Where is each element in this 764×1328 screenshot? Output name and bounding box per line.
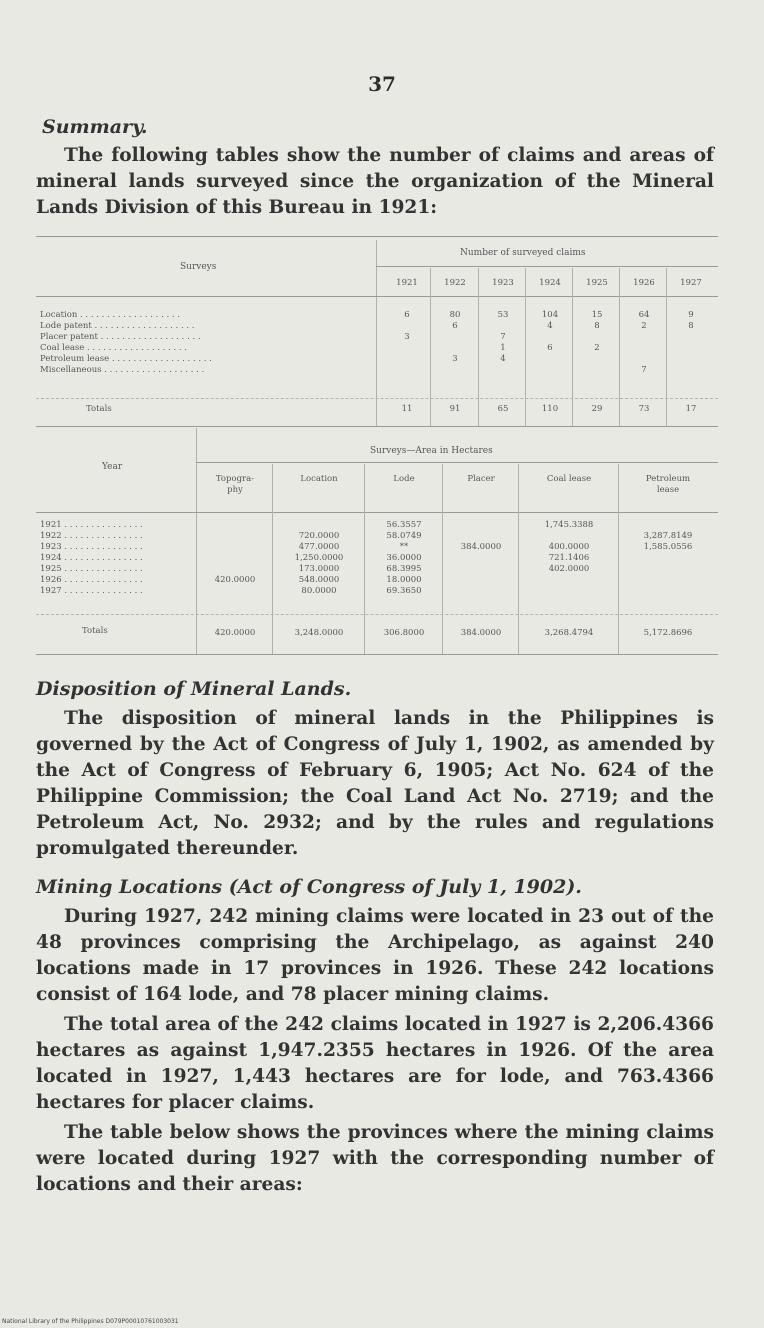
mining-paragraph-1 [36, 904, 714, 1008]
claims-table-year-header: 1922 [444, 278, 466, 288]
claims-table-total: 110 [541, 404, 559, 414]
claims-table-cell: 6 3 [404, 310, 410, 342]
claims-table-cell: 9 8 [688, 310, 694, 331]
area-table-year-header: Year [102, 462, 123, 472]
claims-table-total: 73 [638, 404, 650, 414]
area-table-cell: 1,745.3388 400.0000 721.1406 402.0000 [544, 520, 594, 574]
area-table-cell: 56.3557 58.0749 ** 36.0000 68.3995 18.0000 69.3650 [386, 520, 422, 596]
claims-table-row-label: Location . . . . . . . . . . . . . . . . . . . [40, 310, 180, 320]
column-divider [478, 268, 479, 426]
area-table-total: 384.0000 [460, 628, 502, 638]
area-table-column-header: Petroleum lease [645, 474, 691, 495]
area-table-total: 3,248.0000 [294, 628, 344, 638]
area-table-year-label: 1927 . . . . . . . . . . . . . . . [40, 586, 143, 596]
area-table-column-header: Location [300, 474, 338, 484]
area-table-year-label: 1926 . . . . . . . . . . . . . . . [40, 575, 143, 585]
disposition-heading: Disposition of Mineral Lands. [36, 678, 352, 700]
area-table-cell: 420.0000 [214, 575, 256, 585]
column-divider [442, 464, 443, 654]
area-table-year-label: 1925 . . . . . . . . . . . . . . . [40, 564, 143, 574]
area-table-totals-label: Totals [82, 626, 108, 636]
area-table-total: 3,268.4794 [544, 628, 594, 638]
claims-table-total: 17 [685, 404, 697, 414]
area-table-total: 420.0000 [214, 628, 256, 638]
claims-table-total: 11 [401, 404, 413, 414]
area-table-total: 5,172.8696 [643, 628, 693, 638]
mining-text-3: The table below shows the provinces where the mining claims were located during 1927 with the corresponding number of locations and their areas: [36, 1122, 714, 1195]
disposition-paragraph [36, 706, 714, 862]
claims-table-row-label: Coal lease . . . . . . . . . . . . . . . . . . . [40, 343, 187, 353]
area-table-total: 306.8000 [383, 628, 425, 638]
mining-paragraph-3 [36, 1120, 714, 1198]
claims-table-surveys-header: Surveys [180, 262, 217, 272]
summary-heading: Summary. [42, 116, 148, 138]
claims-table-totals-label: Totals [86, 404, 112, 414]
column-divider [618, 464, 619, 654]
claims-table-cell: 15 8 2 [591, 310, 603, 353]
mining-text-1: During 1927, 242 mining claims were located in 23 out of the 48 provinces comprising the Archipelago, as against 240 locations made in 17 provinces in 1926. These 242 locations consist of 164 lode, and 78 placer mining claims. [36, 906, 714, 1005]
claims-table-row-label: Lode patent . . . . . . . . . . . . . . . . . . . [40, 321, 195, 331]
claims-table-cell: 80 6 3 [449, 310, 461, 364]
column-divider [272, 464, 273, 654]
claims-table-year-header: 1927 [680, 278, 702, 288]
claims-table-cell: 64 2 7 [638, 310, 650, 375]
mining-text-2: The total area of the 242 claims located in 1927 is 2,206.4366 hectares as against 1,947.2355 hectares in 1926. Of the area located in 1927, 1,443 hectares are for lode, and 763.4366 hectares for placer claims. [36, 1014, 714, 1113]
claims-table-row-label: Miscellaneous . . . . . . . . . . . . . . . . . . . [40, 365, 205, 375]
claims-table-year-header: 1925 [586, 278, 608, 288]
mining-paragraph-2 [36, 1012, 714, 1116]
claims-table-year-header: 1921 [396, 278, 418, 288]
area-table-group-header: Surveys—Area in Hectares [370, 446, 493, 456]
disposition-text: The disposition of mineral lands in the Philippines is governed by the Act of Congress of July 1, 1902, as amended by the Act of Congress of February 6, 1905; Act No. 624 of the Philippine Commission; the Coal Land Act No. 2719; and the Petroleum Act, No. 2932; and by the rules and regulations promulgated thereunder. [36, 708, 714, 859]
footer-label: National Library of the Philippines D079P00010761003031 [2, 1318, 179, 1325]
claims-table-total: 29 [591, 404, 603, 414]
page-number: 37 [368, 72, 396, 96]
area-table-year-label: 1924 . . . . . . . . . . . . . . . [40, 553, 143, 563]
area-table-year-label: 1921 . . . . . . . . . . . . . . . [40, 520, 143, 530]
claims-table-total: 65 [497, 404, 509, 414]
column-divider [518, 464, 519, 654]
claims-table-cell: 104 4 6 [541, 310, 559, 353]
summary-paragraph [36, 143, 714, 221]
claims-table-year-header: 1926 [633, 278, 655, 288]
area-table-year-label: 1923 . . . . . . . . . . . . . . . [40, 542, 143, 552]
area-table-cell: 720.0000 477.0000 1,250.0000 173.0000 548.0000 80.0000 [294, 531, 344, 596]
claims-table-year-header: 1923 [492, 278, 514, 288]
claims-table-cell: 53 7 1 4 [497, 310, 509, 364]
column-divider [430, 268, 431, 426]
area-table-column-header: Topogra- phy [215, 474, 255, 495]
area-table-year-label: 1922 . . . . . . . . . . . . . . . [40, 531, 143, 541]
mining-heading: Mining Locations (Act of Congress of July 1, 1902). [36, 876, 582, 898]
claims-table-group-header: Number of surveyed claims [460, 248, 586, 258]
area-table-column-header: Lode [393, 474, 415, 484]
claims-table-row-label: Petroleum lease . . . . . . . . . . . . . . . . . . . [40, 354, 212, 364]
summary-text: The following tables show the number of claims and areas of mineral lands surveyed since the organization of the Mineral Lands Division of this Bureau in 1921: [36, 145, 714, 218]
area-table-cell: 384.0000 [460, 542, 502, 552]
area-table-cell: 3,287.8149 1,585.0556 [643, 531, 693, 552]
claims-table-total: 91 [449, 404, 461, 414]
claims-table-year-header: 1924 [539, 278, 561, 288]
area-table-column-header: Coal lease [546, 474, 592, 484]
area-table-column-header: Placer [467, 474, 495, 484]
column-divider [364, 464, 365, 654]
claims-table-row-label: Placer patent . . . . . . . . . . . . . . . . . . . [40, 332, 201, 342]
